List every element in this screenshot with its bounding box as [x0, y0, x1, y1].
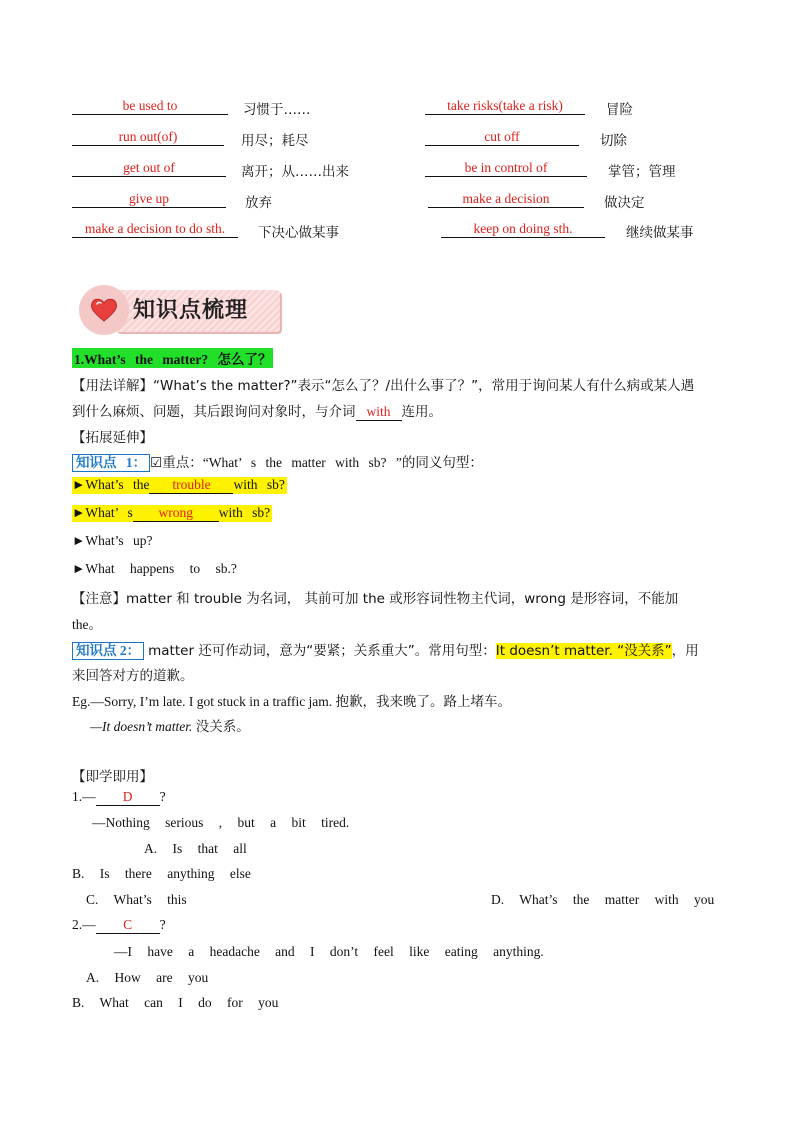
usage-text-2a: 到什么麻烦、问题，其后跟询问对象时，与介词: [72, 404, 356, 420]
bullet-1-text-b: with sb?: [233, 477, 285, 492]
vocab-right-4: make a decision: [428, 191, 584, 208]
vocab-left-4: give up: [72, 191, 226, 208]
usage-label: 【用法详解】: [72, 378, 153, 394]
example-reply: —It doesn’t matter.: [90, 719, 193, 734]
vocab-right-cn-1: 冒险: [606, 102, 633, 118]
question-2-option-a: A. How are you: [86, 970, 209, 985]
question-2-answer: C: [96, 917, 160, 934]
vocab-right-3: be in control of: [425, 160, 587, 177]
vocab-left-cn-2: 用尽；耗尽: [241, 133, 309, 149]
question-1-suffix: ?: [159, 789, 166, 804]
question-2-reply: —I have a headache and I don’t feel like eating anything.: [114, 944, 544, 959]
example-line-2: [90, 715, 250, 735]
kp2-line-2: 来回答对方的道歉。: [72, 668, 194, 684]
question-1-option-b: B. Is there anything else: [72, 866, 251, 881]
question-2-option-b: B. What can I do for you: [72, 995, 279, 1010]
bullet-2-text-a: ►What’ s: [72, 505, 133, 520]
bullet-2-text-b: with sb?: [218, 505, 271, 520]
example-line-1: Eg.—Sorry, I’m late. I got stuck in a traffic jam. 抱歉，我来晚了。路上堵车。: [72, 694, 512, 709]
vocab-right-cn-5: 继续做某事: [626, 225, 694, 241]
vocab-right-cn-2: 切除: [600, 133, 627, 149]
vocab-left-2: run out(of): [72, 129, 224, 146]
vocab-left-1: be used to: [72, 98, 228, 115]
question-1-answer: D: [96, 789, 160, 806]
vocab-right-cn-3: 掌管；管理: [608, 164, 676, 180]
heart-icon: [90, 297, 118, 323]
bullet-1: [72, 477, 287, 494]
question-1-prefix: 1.—: [72, 789, 96, 804]
question-1: [72, 789, 166, 806]
usage-line-2: [72, 400, 442, 421]
note-line-2: the。: [72, 617, 102, 632]
bullet-1-text-a: ►What’s the: [72, 477, 150, 492]
question-1-option-a: A. Is that all: [144, 841, 247, 856]
usage-text-1: “What’s the matter?”表示“怎么了？/出什么事了？”，常用于询问某人有什么病或某人遇: [153, 378, 695, 394]
question-2: [72, 917, 166, 934]
kp1-text: ☑重点：“What’ s the matter with sb? ”的同义句型：: [150, 455, 483, 470]
question-2-suffix: ?: [159, 917, 166, 932]
vocab-left-cn-3: 离开；从……出来: [241, 164, 349, 180]
kp1-line: [72, 451, 483, 472]
vocab-left-3: get out of: [72, 160, 226, 177]
bullet-1-blank-answer: trouble: [149, 477, 233, 494]
question-1-option-c: C. What’s this: [86, 892, 187, 907]
vocab-right-2: cut off: [425, 129, 579, 146]
bullet-3: ►What’s up?: [72, 533, 153, 548]
banner-title: 知识点梳理: [133, 298, 249, 323]
question-1-option-d: D. What’s the matter with you: [491, 892, 715, 907]
kp2-line-1: [72, 639, 699, 660]
vocab-right-1: take risks(take a risk): [425, 98, 585, 115]
vocab-right-5: keep on doing sth.: [441, 221, 605, 238]
extend-label: 【拓展延伸】: [72, 430, 153, 446]
section-banner: [77, 282, 282, 340]
practice-label: 【即学即用】: [72, 769, 153, 785]
bullet-2: [72, 505, 272, 522]
vocab-right-cn-4: 做决定: [604, 195, 645, 211]
section-heading: 1.What’s the matter? 怎么了？: [72, 348, 273, 368]
kp2-text-b: ，用: [671, 643, 699, 659]
usage-text-2b: 连用。: [401, 404, 442, 420]
kp2-label: 知识点 2：: [72, 642, 144, 660]
bullet-2-blank-answer: wrong: [133, 505, 219, 522]
kp2-highlight: It doesn’t matter. “没关系”: [495, 643, 672, 659]
kp2-text-a: matter 还可作动词，意为“要紧；关系重大”。常用句型：: [148, 643, 496, 659]
question-2-prefix: 2.—: [72, 917, 96, 932]
bullet-4: ►What happens to sb.?: [72, 561, 237, 576]
vocab-left-cn-1: 习惯于……: [243, 102, 311, 118]
question-1-reply: —Nothing serious , but a bit tired.: [92, 815, 350, 830]
vocab-left-5: make a decision to do sth.: [72, 221, 238, 238]
usage-blank-answer: with: [356, 404, 402, 421]
vocab-left-cn-4: 放弃: [245, 195, 272, 211]
usage-line-1: [72, 374, 694, 394]
example-reply-cn: 没关系。: [195, 719, 250, 735]
note-line-1: 【注意】matter 和 trouble 为名词， 其前可加 the 或形容词性物主代词，wrong 是形容词，不能加: [72, 591, 679, 607]
kp1-label: 知识点 1：: [72, 454, 150, 472]
vocab-left-cn-5: 下决心做某事: [258, 225, 339, 241]
